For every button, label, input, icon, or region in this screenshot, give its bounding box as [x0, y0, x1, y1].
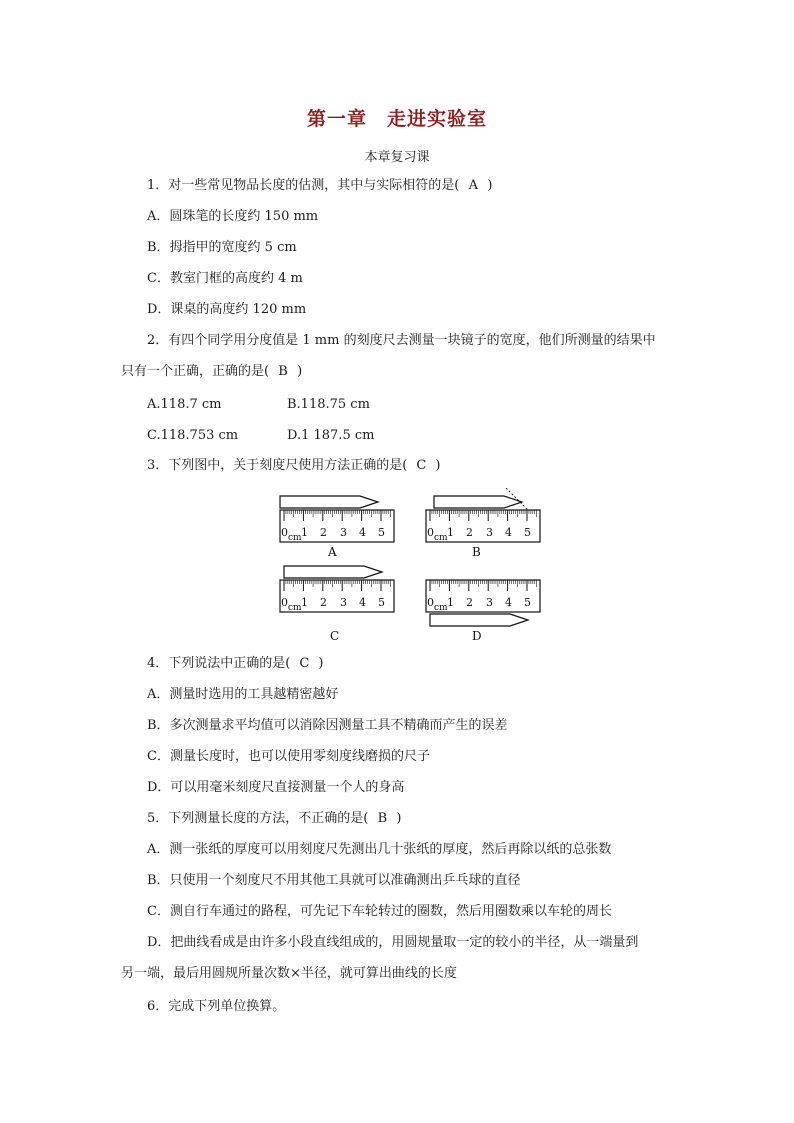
tick-label: 3 — [340, 526, 347, 539]
question-1-option-c: C．教室门框的高度约 4 m — [147, 271, 303, 286]
question-1-stem — [147, 177, 492, 195]
question-5-option-b: B．只使用一个刻度尺不用其他工具就可以准确测出乒乓球的直径 — [147, 873, 521, 888]
ruler-usage-figure — [276, 488, 544, 644]
question-2-stem-line-1: 2．有四个同学用分度值是 1 mm 的刻度尺去测量一块镜子的宽度，他们所测量的结果中 — [147, 333, 656, 348]
question-5-option-d: D．把曲线看成是由许多小段直线组成的，用圆规量取一定的较小的半径，从一端量到 — [147, 935, 639, 950]
close-paren: ) — [297, 364, 303, 379]
tick-label: 3 — [486, 596, 493, 609]
object-b — [434, 496, 522, 508]
panel-label-d: D — [472, 629, 482, 643]
question-2-stem-line-2 — [121, 363, 302, 381]
tick-label: 2 — [320, 526, 327, 539]
chapter-title: 第一章 走进实验室 — [306, 108, 487, 130]
question-2-option-d: D.1 187.5 cm — [287, 428, 375, 443]
question-5-stem — [147, 810, 401, 828]
tick-label: 5 — [524, 526, 531, 539]
question-4-option-d: D．可以用毫米刻度尺直接测量一个人的身高 — [147, 780, 405, 795]
panel-label-c: C — [330, 629, 340, 643]
answer-choice: A — [468, 178, 479, 193]
section-subtitle: 本章复习课 — [364, 150, 430, 165]
panel-a — [280, 496, 394, 559]
tick-label: 1 — [447, 596, 454, 609]
question-5-option-d-continued: 另一端，最后用圆规所量次数×半径，就可算出曲线的长度 — [121, 966, 457, 981]
answer-choice: C — [299, 656, 310, 671]
tick-label: 4 — [505, 596, 512, 609]
object-c — [284, 566, 382, 578]
tick-label: 1 — [447, 526, 454, 539]
tick-label: 5 — [378, 526, 385, 539]
tick-label: 2 — [466, 596, 473, 609]
close-paren: ) — [487, 178, 493, 193]
tick-label: 4 — [359, 526, 366, 539]
panel-label-a: A — [328, 545, 337, 559]
tick-label: 3 — [340, 596, 347, 609]
question-stem-text: 3．下列图中，关于刻度尺使用方法正确的是( — [147, 458, 408, 473]
unit-label: cm — [288, 603, 302, 613]
question-stem-text: 1．对一些常见物品长度的估测，其中与实际相符的是( — [147, 178, 460, 193]
question-2-option-a: A.118.7 cm — [147, 397, 222, 412]
question-4-option-a: A．测量时选用的工具越精密越好 — [147, 687, 339, 702]
question-3-stem — [147, 457, 440, 475]
tick-label: 1 — [301, 526, 308, 539]
question-4-option-b: B．多次测量求平均值可以消除因测量工具不精确而产生的误差 — [147, 718, 508, 733]
tick-label: 5 — [378, 596, 385, 609]
question-4-stem — [147, 655, 323, 673]
tick-label: 2 — [320, 596, 327, 609]
answer-choice: B — [278, 364, 288, 379]
tick-label: 2 — [466, 526, 473, 539]
question-1-option-a: A．圆珠笔的长度约 150 mm — [147, 209, 319, 224]
tick-label: 1 — [301, 596, 308, 609]
answer-choice: C — [416, 458, 427, 473]
question-1-option-d: D．课桌的高度约 120 mm — [147, 302, 307, 317]
close-paren: ) — [396, 811, 402, 826]
question-stem-text: 4．下列说法中正确的是( — [147, 656, 291, 671]
question-2-option-b: B.118.75 cm — [287, 397, 370, 412]
tick-label: 0 — [281, 596, 288, 609]
question-4-option-c: C．测量长度时，也可以使用零刻度线磨损的尺子 — [147, 749, 430, 764]
unit-label: cm — [434, 533, 448, 543]
object-d — [430, 614, 528, 626]
tick-label: 5 — [524, 596, 531, 609]
tick-label: 0 — [427, 526, 434, 539]
close-paren: ) — [318, 656, 324, 671]
close-paren: ) — [435, 458, 441, 473]
tick-label: 4 — [505, 526, 512, 539]
panel-d — [426, 580, 540, 643]
question-1-option-b: B．拇指甲的宽度约 5 cm — [147, 240, 297, 255]
tick-label: 0 — [427, 596, 434, 609]
question-stem-text: 只有一个正确，正确的是( — [121, 364, 270, 379]
question-5-option-a: A．测一张纸的厚度可以用刻度尺先测出几十张纸的厚度，然后再除以纸的总张数 — [147, 842, 612, 857]
answer-choice: B — [377, 811, 388, 826]
ruler-figure-svg — [276, 488, 544, 644]
question-5-option-c: C．测自行车通过的路程，可先记下车轮转过的圈数，然后用圈数乘以车轮的周长 — [147, 904, 612, 919]
question-6-stem: 6．完成下列单位换算。 — [147, 999, 286, 1014]
unit-label: cm — [434, 603, 448, 613]
panel-label-b: B — [472, 545, 481, 559]
tick-label: 4 — [359, 596, 366, 609]
tick-label: 0 — [281, 526, 288, 539]
panel-b — [426, 488, 540, 559]
question-stem-text: 5．下列测量长度的方法，不正确的是( — [147, 811, 369, 826]
tick-label: 3 — [486, 526, 493, 539]
panel-c — [280, 566, 394, 643]
unit-label: cm — [288, 533, 302, 543]
question-2-option-c: C.118.753 cm — [147, 428, 239, 443]
object-a — [280, 496, 378, 508]
